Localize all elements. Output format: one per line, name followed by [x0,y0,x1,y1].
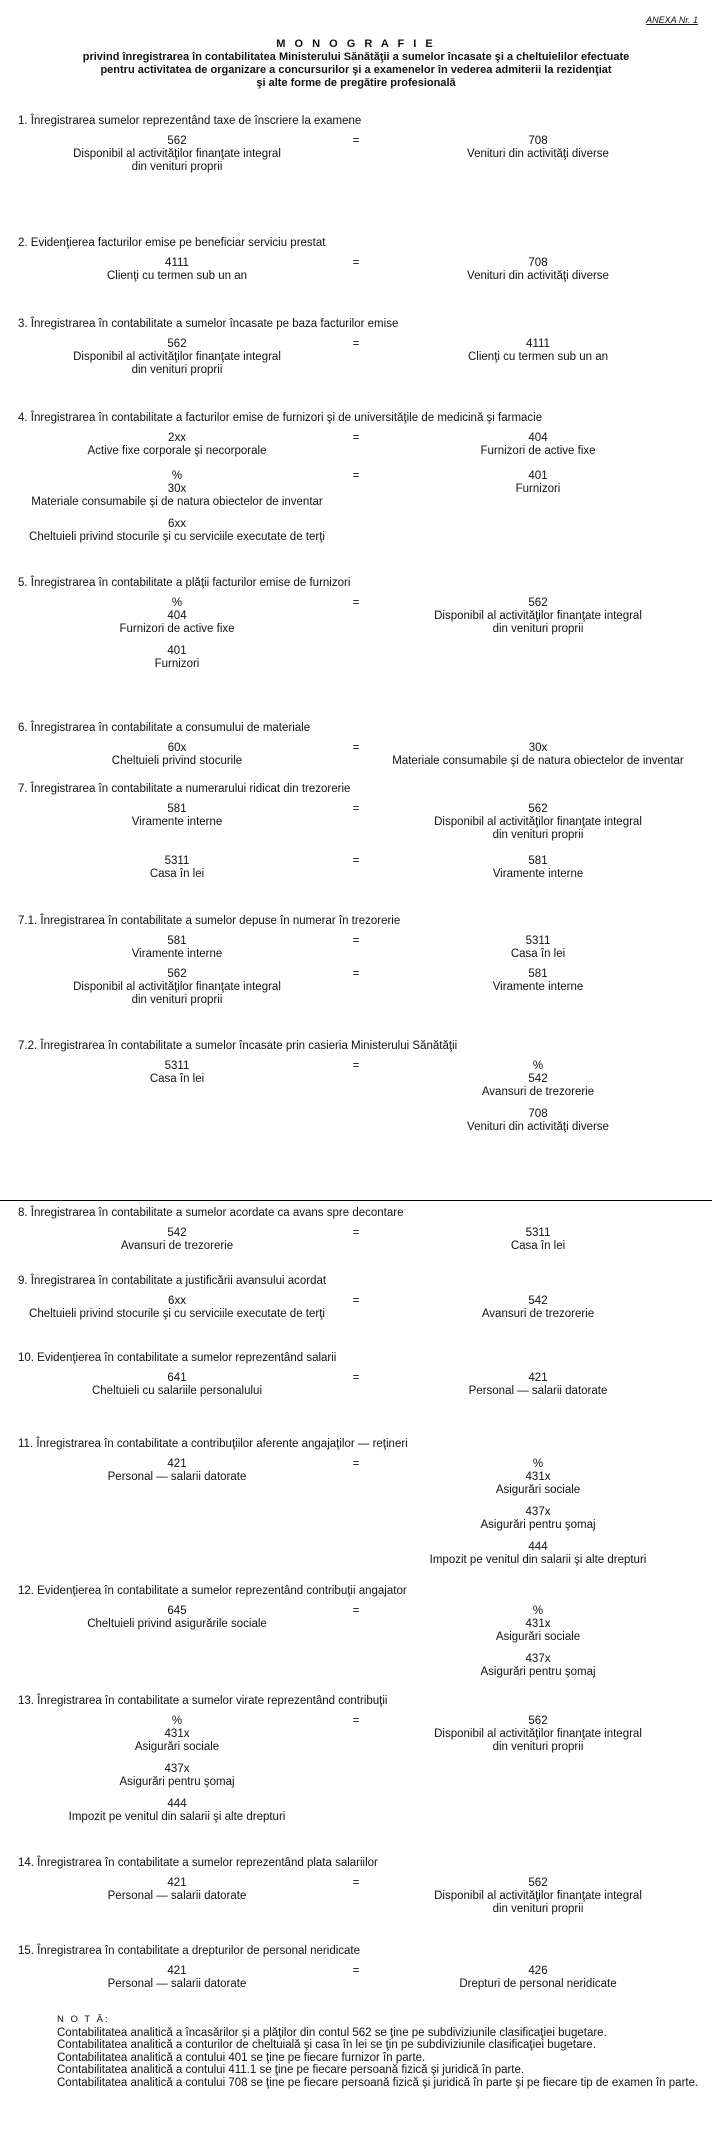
account-name: Viramente interne [492,981,584,993]
entry-section [0,1695,712,1833]
account-code: % 542 [528,1060,548,1085]
account-code: % 404 [167,597,187,622]
account-name: Casa în lei [510,1240,566,1252]
account-code: 4111 [526,338,550,350]
account-name: Materiale consumabile şi de natura obiectelor de inventar [392,755,684,767]
account-name: Furnizori [515,483,561,495]
account-name: Personal — salarii datorate [107,1471,247,1483]
account-code: 562 [528,597,548,609]
equals-sign: = [352,1227,360,1239]
debit-account [57,803,297,829]
entry-section [0,318,712,386]
account-code: 60x [167,742,187,754]
credit-account [388,1372,688,1398]
entry-section [0,1438,712,1576]
debit-account [57,742,297,768]
equals-sign: = [352,597,360,609]
account-code: 581 [167,935,187,947]
account-code: 562 [528,1715,548,1727]
account-code: % 431x [525,1605,551,1630]
credit-account [388,135,688,161]
account-code: 421 [167,1458,187,1470]
debit-account [10,470,344,509]
account-name: Active fixe corporale şi necorporale [87,445,267,457]
entry-section [0,1857,712,1925]
account-name: Disponibil al activităţilor finanţate integral din venituri proprii [434,1890,642,1915]
entry-title: 14. Înregistrarea în contabilitate a sumelor reprezentând plata salariilor [18,1857,378,1869]
entry-body [0,803,712,851]
debit-account [57,1798,297,1824]
debit-account [57,1227,297,1253]
document-subtitle-line-2: pentru activitatea de organizare a concursurilor şi a examenelor în vederea admiterii la rezidenţiat [100,64,612,76]
debit-account [57,645,297,671]
entry-section [0,783,712,851]
note-title: N O T Ă: [57,2014,110,2025]
account-code: 562 [167,338,187,350]
account-name: Avansuri de trezorerie [481,1086,595,1098]
equals-sign: = [352,968,360,980]
account-code: 708 [528,1108,548,1120]
account-code: % 30x [167,470,187,495]
account-name: Asigurări sociale [134,1741,220,1753]
equals-sign: = [352,1295,360,1307]
account-code: 562 [528,1877,548,1889]
entry-title: 12. Evidenţierea în contabilitate a sumelor reprezentând contribuţii angajator [18,1585,407,1597]
account-code: 708 [528,257,548,269]
note-line: Contabilitatea analitică a contului 708 se ţine pe fiecare persoană fizică şi juridică în parte şi pe fiecare tip de examen în parte. [57,2076,699,2089]
account-name: Clienţi cu termen sub un an [107,270,247,282]
credit-account [388,742,688,768]
account-name: Furnizori de active fixe [119,623,235,635]
equals-sign: = [352,1877,360,1889]
account-name: Disponibil al activităţilor finanţate integral din venituri proprii [434,816,642,841]
credit-account [388,1653,688,1679]
entry-body [0,597,712,680]
credit-account [388,1965,688,1991]
account-name: Asigurări pentru şomaj [480,1666,596,1678]
credit-account [388,935,688,961]
account-code: 645 [167,1605,187,1617]
account-code: % 431x [164,1715,190,1740]
entry-title: 7.2. Înregistrarea în contabilitate a sumelor încasate prin casieria Ministerului Sănătăţii [18,1040,458,1052]
entry-body [0,1060,712,1143]
document-title: M O N O G R A F I E [276,38,436,50]
annex-label: ANEXA Nr. 1 [646,15,698,25]
entry-section [0,1585,712,1688]
account-name: Cheltuieli privind stocurile [111,755,243,767]
equals-sign: = [352,1458,360,1470]
debit-account [57,1060,297,1086]
account-name: Viramente interne [131,816,223,828]
account-name: Disponibil al activităţilor finanţate integral din venituri proprii [434,1728,642,1753]
account-name: Avansuri de trezorerie [120,1240,234,1252]
debit-account [57,597,297,636]
note-line: Contabilitatea analitică a încasărilor şi a plăţilor din contul 562 se ţine pe subdiviziunile clasificaţiei bugetare. [57,2026,607,2039]
equals-sign: = [352,1372,360,1384]
entry-section [0,722,712,777]
account-code: 542 [528,1295,548,1307]
debit-account [10,518,344,544]
document-subtitle-line-1: privind înregistrarea în contabilitatea Ministerului Sănătăţii a sumelor încasate şi a cheltuielilor efectuate [82,51,630,63]
account-name: Furnizori [154,658,200,670]
entry-section [0,470,712,553]
account-code: 5311 [164,1060,190,1072]
credit-account [388,1605,688,1644]
credit-account [388,257,688,283]
entry-section [0,115,712,183]
debit-account [57,1458,297,1484]
entry-title: 6. Înregistrarea în contabilitate a consumului de materiale [18,722,311,734]
account-name: Asigurări sociale [495,1484,581,1496]
entry-body [0,742,712,777]
account-code: % 431x [525,1458,551,1483]
note-line: Contabilitatea analitică a contului 411.1 se ţine pe fiecare persoană fizică şi juridică în parte. [57,2064,525,2076]
credit-account [388,1108,688,1134]
entry-title: 13. Înregistrarea în contabilitate a sumelor virate reprezentând contribuţii [18,1695,388,1707]
equals-sign: = [352,470,360,482]
entry-body [0,935,712,970]
account-code: 437x [164,1763,190,1775]
account-code: 421 [167,1965,187,1977]
account-name: Asigurări pentru şomaj [480,1519,596,1531]
account-name: Disponibil al activităţilor finanţate integral din venituri proprii [73,351,281,376]
credit-account [388,1060,688,1099]
entry-section [0,1352,712,1407]
entry-body [0,338,712,386]
entry-title: 10. Evidenţierea în contabilitate a sumelor reprezentând salarii [18,1352,337,1364]
entry-body [0,1715,712,1833]
entry-body [0,1458,712,1576]
entry-title: 5. Înregistrarea în contabilitate a plăţii facturilor emise de furnizori [18,577,351,589]
note-line: Contabilitatea analitică a contului 401 se ţine pe fiecare furnizor în parte. [57,2051,426,2064]
debit-account [57,1763,297,1789]
entry-body [0,470,712,553]
entry-section [0,1945,712,2000]
account-code: 437x [525,1653,551,1665]
credit-account [388,855,688,881]
equals-sign: = [352,1715,360,1727]
entry-body [0,855,712,890]
note-line: Contabilitatea analitică a conturilor de cheltuială şi casa în lei se ţin pe subdiviziunile clasificaţiei bugetare. [57,2039,596,2051]
account-name: Furnizori de active fixe [480,445,596,457]
debit-account [57,855,297,881]
account-code: 542 [167,1227,187,1239]
debit-account [57,1372,297,1398]
account-code: 708 [528,135,548,147]
entry-section [0,855,712,890]
document-header [0,38,712,90]
credit-account [388,470,688,496]
account-name: Drepturi de personal neridicate [459,1978,617,1990]
account-code: 581 [528,855,548,867]
credit-account [388,338,688,364]
equals-sign: = [352,1605,360,1617]
account-name: Venituri din activităţi diverse [467,270,609,282]
account-code: 401 [528,470,548,482]
account-name: Viramente interne [131,948,223,960]
entry-body [0,432,712,467]
document-subtitle-line-3: şi alte forme de pregătire profesională [256,77,456,89]
debit-account [10,1295,344,1321]
equals-sign: = [352,338,360,350]
account-name: Cheltuieli privind stocurile şi cu serviciile executate de terţi [29,1308,325,1320]
account-code: 444 [167,1798,187,1810]
entry-title: 4. Înregistrarea în contabilitate a facturilor emise de furnizori şi de universităţile de medicină şi farmacie [18,412,543,424]
entry-title: 15. Înregistrarea în contabilitate a drepturilor de personal neridicate [18,1945,361,1957]
account-code: 421 [528,1372,548,1384]
entry-title: 11. Înregistrarea în contabilitate a contribuţiilor aferente angajaţilor — reţineri [18,1438,408,1450]
account-code: 4111 [165,257,189,269]
page-divider [0,1200,712,1201]
entry-body [0,1227,712,1262]
account-code: 401 [167,645,187,657]
entry-body [0,968,712,1016]
entry-body [0,1295,712,1330]
entry-section [0,915,712,970]
account-code: 581 [167,803,187,815]
entry-section [0,237,712,292]
entry-section [0,412,712,467]
account-name: Impozit pe venitul din salarii şi alte drepturi [429,1554,647,1566]
account-name: Impozit pe venitul din salarii şi alte drepturi [68,1811,286,1823]
account-code: 6xx [168,1295,186,1307]
credit-account [388,1227,688,1253]
account-name: Cheltuieli cu salariile personalului [91,1385,263,1397]
debit-account [57,432,297,458]
entry-section [0,1040,712,1143]
account-name: Disponibil al activităţilor finanţate integral din venituri proprii [73,981,281,1006]
entry-body [0,1605,712,1688]
equals-sign: = [352,1965,360,1977]
equals-sign: = [352,432,360,444]
entry-section [0,968,712,1016]
account-name: Materiale consumabile şi de natura obiectelor de inventar [31,496,323,508]
account-code: 444 [528,1541,548,1553]
equals-sign: = [352,855,360,867]
account-name: Cheltuieli privind stocurile şi cu serviciile executate de terţi [29,531,325,543]
credit-account [388,432,688,458]
account-name: Casa în lei [510,948,566,960]
debit-account [57,1715,297,1754]
entry-title: 7.1. Înregistrarea în contabilitate a sumelor depuse în numerar în trezorerie [18,915,401,927]
account-name: Casa în lei [149,868,205,880]
account-code: 404 [528,432,548,444]
debit-account [57,338,297,377]
credit-account [388,597,688,636]
account-name: Viramente interne [492,868,584,880]
account-name: Venituri din activităţi diverse [467,148,609,160]
credit-account [388,1506,688,1532]
debit-account [57,1965,297,1991]
credit-account [388,1715,688,1754]
credit-account [388,803,688,842]
entry-section [0,577,712,680]
account-code: 30x [528,742,548,754]
entry-title: 7. Înregistrarea în contabilitate a numerarului ridicat din trezorerie [18,783,351,795]
credit-account [388,1458,688,1497]
account-name: Casa în lei [149,1073,205,1085]
note-block [0,2014,712,2089]
equals-sign: = [352,1060,360,1072]
account-code: 421 [167,1877,187,1889]
account-name: Avansuri de trezorerie [481,1308,595,1320]
equals-sign: = [352,257,360,269]
account-code: 5311 [525,1227,551,1239]
credit-account [388,968,688,994]
entry-title: 1. Înregistrarea sumelor reprezentând taxe de înscriere la examene [18,115,362,127]
debit-account [57,135,297,174]
entry-body [0,257,712,292]
entry-title: 8. Înregistrarea în contabilitate a sumelor acordate ca avans spre decontare [18,1207,404,1219]
account-name: Clienţi cu termen sub un an [468,351,608,363]
account-code: 5311 [525,935,551,947]
account-code: 5311 [164,855,190,867]
account-code: 2xx [168,432,186,444]
account-name: Asigurări sociale [495,1631,581,1643]
entry-body [0,1877,712,1925]
entry-title: 3. Înregistrarea în contabilitate a sumelor încasate pe baza facturilor emise [18,318,399,330]
credit-account [388,1295,688,1321]
debit-account [57,257,297,283]
account-code: 562 [167,135,187,147]
account-code: 6xx [168,518,186,530]
account-name: Disponibil al activităţilor finanţate integral din venituri proprii [73,148,281,173]
equals-sign: = [352,135,360,147]
debit-account [57,968,297,1007]
entry-title: 2. Evidenţierea facturilor emise pe beneficiar serviciu prestat [18,237,326,249]
equals-sign: = [352,803,360,815]
account-code: 437x [525,1506,551,1518]
entry-body [0,1965,712,2000]
entry-section [0,1207,712,1262]
credit-account [388,1541,688,1567]
account-code: 641 [167,1372,187,1384]
account-name: Personal — salarii datorate [468,1385,608,1397]
account-name: Disponibil al activităţilor finanţate integral din venituri proprii [434,610,642,635]
account-name: Personal — salarii datorate [107,1890,247,1902]
debit-account [57,1605,297,1631]
equals-sign: = [352,742,360,754]
debit-account [57,1877,297,1903]
entry-body [0,1372,712,1407]
account-name: Cheltuieli privind asigurările sociale [87,1618,267,1630]
account-code: 562 [528,803,548,815]
account-name: Personal — salarii datorate [107,1978,247,1990]
account-code: 562 [167,968,187,980]
account-name: Asigurări pentru şomaj [119,1776,235,1788]
debit-account [57,935,297,961]
account-code: 426 [528,1965,548,1977]
account-code: 581 [528,968,548,980]
account-name: Venituri din activităţi diverse [467,1121,609,1133]
entry-title: 9. Înregistrarea în contabilitate a justificării avansului acordat [18,1275,327,1287]
entry-body [0,135,712,183]
entry-section [0,1275,712,1330]
equals-sign: = [352,935,360,947]
credit-account [388,1877,688,1916]
